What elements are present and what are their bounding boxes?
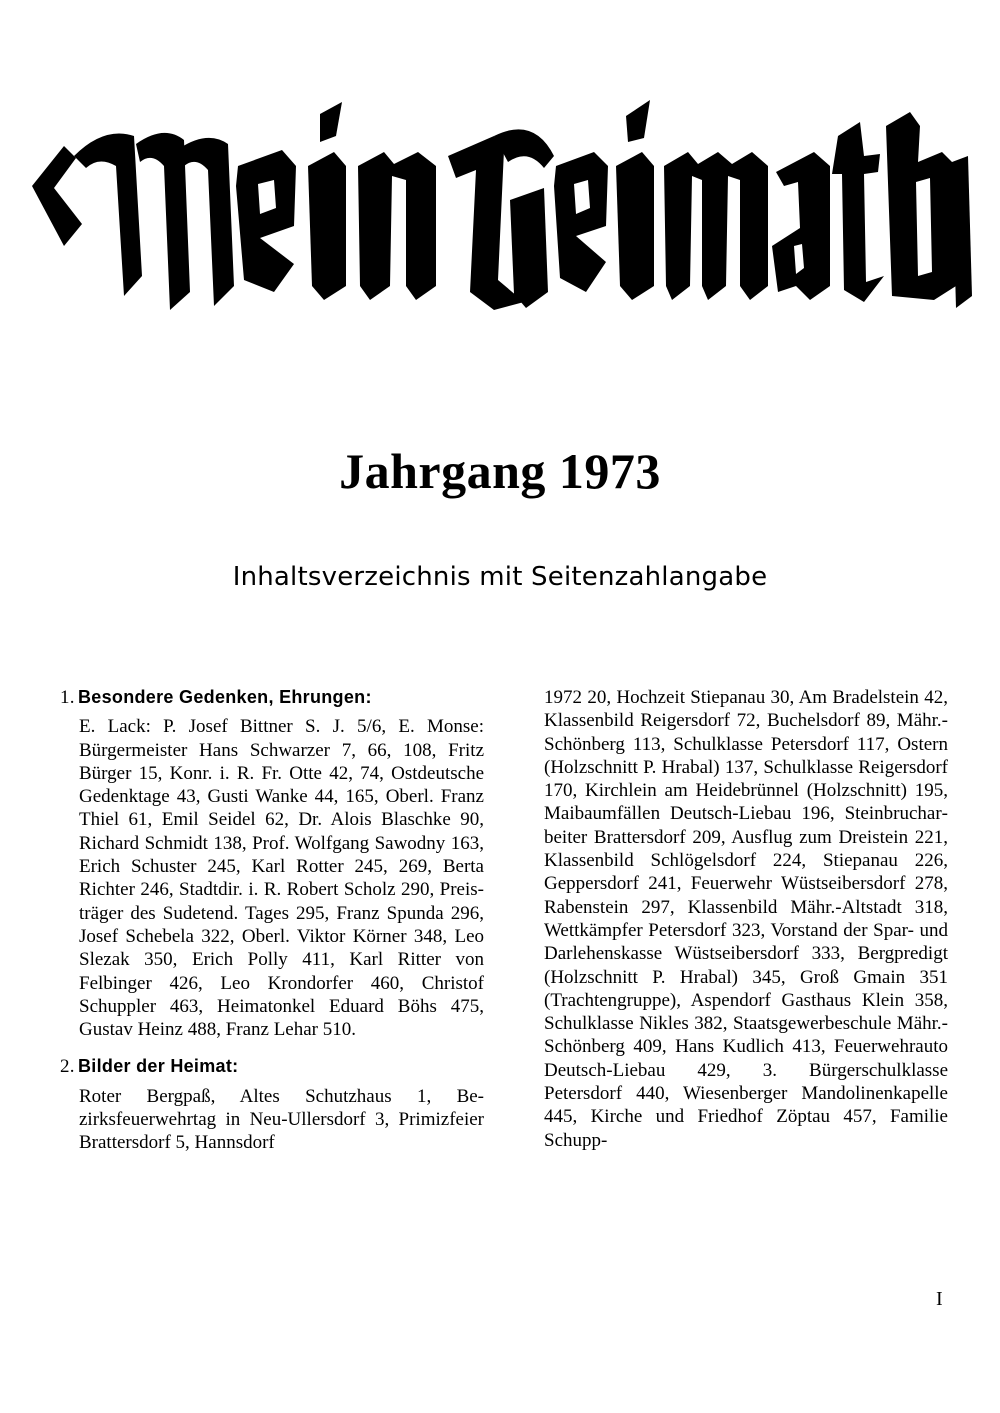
masthead-blackletter-graphic xyxy=(24,96,976,322)
section-heading xyxy=(60,1055,484,1078)
section-number: 2. xyxy=(60,1056,75,1078)
section-title: Bilder der Heimat: xyxy=(78,1056,239,1077)
page-number: I xyxy=(936,1288,943,1310)
section-body: Roter Bergpaß, Altes Schutzhaus 1, Bezirksfeuerwehrtag in Neu-Ullersdorf 3, Primizfeier Brattersdorf 5, Hannsdorf xyxy=(79,1085,484,1154)
right-column xyxy=(544,686,948,1152)
index-subtitle: Inhaltsverzeichnis mit Seitenzahlangabe xyxy=(232,562,768,592)
section-title: Besondere Gedenken, Ehrungen: xyxy=(78,687,372,707)
section-heading xyxy=(60,686,484,709)
left-column xyxy=(60,686,484,1169)
masthead-logo xyxy=(24,96,976,322)
section-number: 1. xyxy=(60,687,75,708)
right-column-text: 1972 20, Hochzeit Stiepanau 30, Am Bradelstein 42, Klassenbild Reigersdorf 72, Buchelsdorf 89, Mähr.-Schönberg 113, Schulklasse Petersdorf 117, Ostern (Holzschnitt P. Hrabal) 137, Schulklasse Reigersdorf 170, Kirchlein am Heidebrünnel (Holzschnitt) 195, Maibaumfällen Deutsch-Liebau 196, Steinbrucharbeiter Brattersdorf 209, Ausflug zum Dreistein 221, Klassenbild Schlögelsdorf 224, Stiepanau 226, Geppersdorf 241, Feuerwehr Wüstseibersdorf 278, Rabenstein 297, Klassenbild Mähr.-Altstadt 318, Wettkämpfer Petersdorf 323, Vorstand der Spar- und Darlehenskasse Wüstseibersdorf 333, Bergpredigt (Holzschnitt P. Hrabal) 345, Groß Gmain 351 (Trachtengruppe), Aspendorf Gasthaus Klein 358, Schulklasse Nikles 382, Staatsgewerbeschule Mähr.-Schönberg 409, Hans Kudlich 413, Feuerwehrauto Deutsch-Liebau 429, 3. Bürgerschulklasse Petersdorf 440, Wiesenberger Mandolinenkapelle 445, Kirche und Friedhof Zöptau 457, Familie Schupp- xyxy=(544,687,948,1151)
section-commemorations xyxy=(60,686,484,1041)
section-pictures xyxy=(60,1055,484,1154)
section-body: E. Lack: P. Josef Bittner S. J. 5/6, E. Monse: Bürgermeister Hans Schwarzer 7, 66, 108, Fritz Bürger 15, Konr. i. R. Fr. Otte 42, 74, Ostdeutsche Gedenktage 43, Gusti Wanke 44, 165, Oberl. Franz Thiel 61, Emil Seidel 62, Dr. Alois Blaschke 90, Richard Schmidt 138, Prof. Wolfgang Sawodny 163, Erich Schuster 245, Karl Rotter 245, 269, Berta Richter 246, Stadtdir. i. R. Robert Scholz 290, Preisträger des Sudetend. Tages 295, Franz Spunda 296, Josef Schebela 322, Oberl. Viktor Körner 348, Leo Slezak 350, Erich Polly 411, Karl Ritter von Felbinger 426, Leo Krondorfer 460, Christof Schuppler 463, Heimatonkel Eduard Böhs 475, Gustav Heinz 488, Franz Lehar 510. xyxy=(79,716,484,1041)
year-title: Jahrgang 1973 xyxy=(339,443,661,499)
